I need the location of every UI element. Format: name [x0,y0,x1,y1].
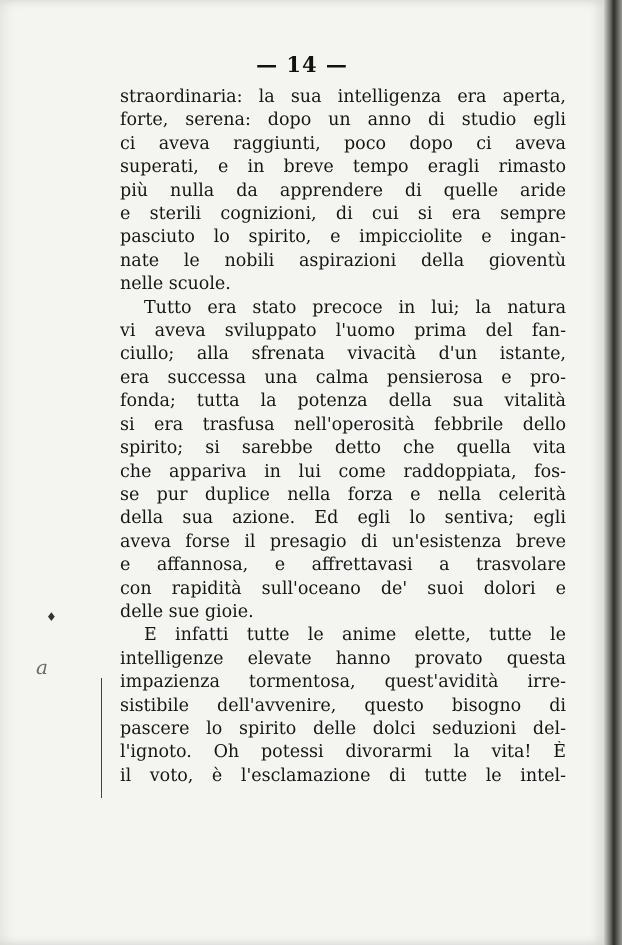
text-line: e affannosa, e affrettavasi a trasvolare [120,555,566,576]
text-line: fonda; tutta la potenza della sua vitalità [120,391,566,412]
text-line: impazienza tormentosa, quest'avidità irre- [120,672,566,693]
text-line: vi aveva sviluppato l'uomo prima del fan- [120,321,566,342]
text-line: Tutto era stato precoce in lui; la natura [144,297,566,318]
text-line: nelle scuole. [120,274,231,295]
text-line: pasciuto lo spirito, e impicciolite e ingan- [120,227,566,248]
text-line: aveva forse il presagio di un'esistenza breve [120,531,566,552]
text-line: il voto, è l'esclamazione di tutte le intel- [120,765,566,786]
text-line: pascere lo spirito delle dolci seduzioni del- [120,718,566,739]
text-line: l'ignoto. Oh potessi divorarmi la vita! È [120,742,566,763]
margin-pencil-line [101,678,102,798]
margin-diamond-mark: ♦ [46,610,57,624]
text-line: si era trasfusa nell'operosità febbrile dello [120,414,566,435]
text-line: forte, serena: dopo un anno di studio egli [120,110,566,131]
page-number: — 14 — [256,52,348,77]
text-line: che appariva in lui come raddoppiata, fos- [120,461,566,482]
text-line: della sua azione. Ed egli lo sentiva; egli [120,508,566,529]
book-spine-edge [604,0,622,945]
text-line: era successa una calma pensierosa e pro- [120,367,566,388]
text-line: sistibile dell'avvenire, questo bisogno di [120,695,566,716]
text-line: superati, e in breve tempo eragli rimasto [120,157,566,178]
text-line: straordinaria: la sua intelligenza era aperta, [120,87,566,107]
body-text [120,86,566,788]
text-line: e sterili cognizioni, di cui si era sempre [120,204,566,225]
text-line: se pur duplice nella forza e nella celerità [120,484,566,505]
text-line: delle sue gioie. [120,601,254,622]
text-line: E infatti tutte le anime elette, tutte le [144,625,566,646]
text-line: ci aveva raggiunti, poco dopo ci aveva [120,133,566,154]
text-line: spirito; si sarebbe detto che quella vita [120,438,566,459]
text-line: intelligenze elevate hanno provato questa [120,648,566,669]
text-line: ciullo; alla sfrenata vivacità d'un istante, [120,344,566,365]
text-line: nate le nobili aspirazioni della gioventù [120,250,566,271]
text-line: con rapidità sull'oceano de' suoi dolori e [120,578,566,599]
margin-handwritten-note: a [36,655,48,679]
text-line: più nulla da apprendere di quelle aride [120,180,566,201]
